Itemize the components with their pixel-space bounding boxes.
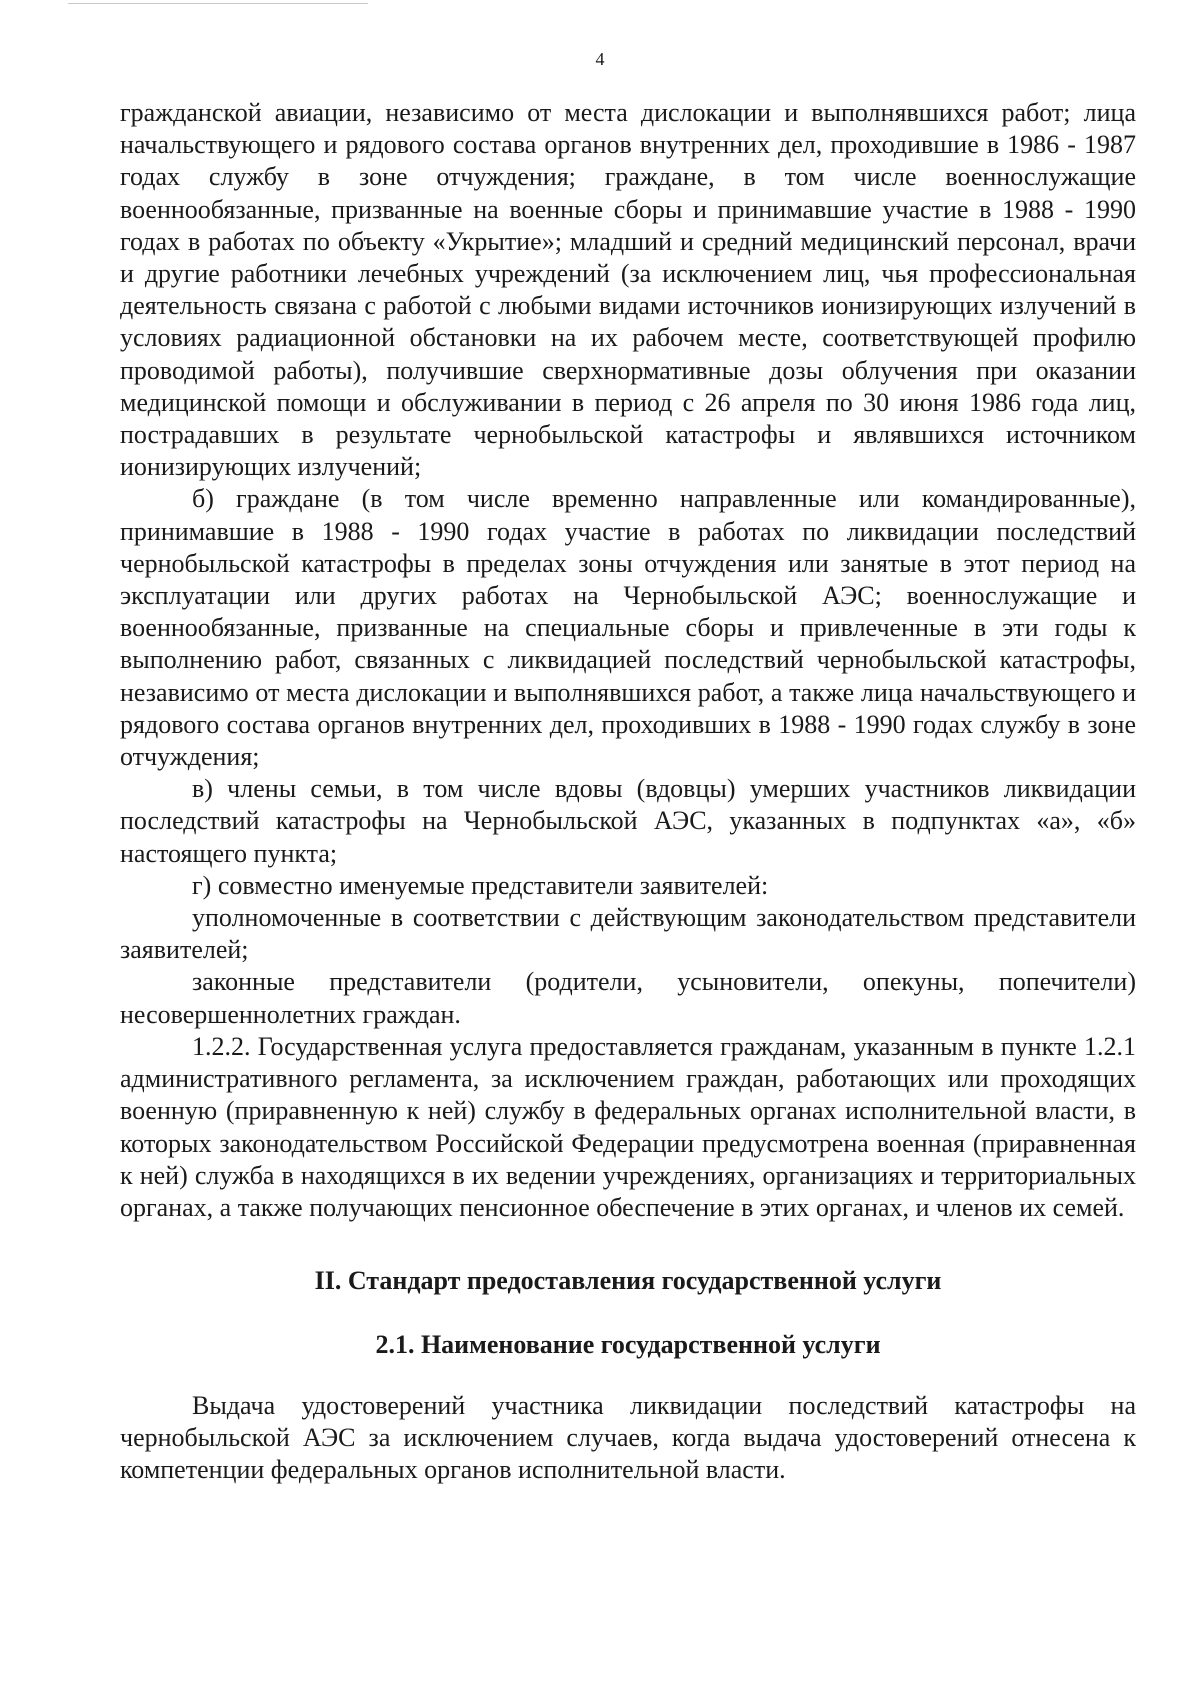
paragraph-item-g: г) совместно именуемые представители заявителей:	[192, 870, 769, 900]
subsection-heading: 2.1. Наименование государственной услуги	[375, 1330, 881, 1359]
paragraph-continuation: гражданской авиации, независимо от места дислокации и выполнявшихся работ; лица начальствующего и рядового состава органов внутренних дел, проходившие в 1986 - 1987 годах службу в зоне отчуждения; граждане, в том числе военнослужащие военнообязанные, призванные на военные сборы и принимавшие участие в 1988 - 1990 годах в работах по объекту «Укрытие»; младший и средний медицинский персонал, врачи и другие работники лечебных учреждений (за исключением лиц, чья профессиональная деятельность связана с работой с любыми видами источников ионизирующих излучений в условиях радиационной обстановки на их рабочем месте, соответствующей профилю проводимой работы), получившие сверхнормативные дозы облучения при оказании медицинской помощи и обслуживании в период с 26 апреля по 30 июня 1986 года лиц, пострадавших в результате чернобыльской катастрофы и являвшихся источником ионизирующих излучений;	[120, 98, 1136, 482]
paragraph-1-2-2: 1.2.2. Государственная услуга предоставляется гражданам, указанным в пункте 1.2.1 административного регламента, за исключением граждан, работающих или проходящих военную (приравненную к ней) службу в федеральных органах исполнительной власти, в которых законодательством Российской Федерации предусмотрена военная (приравненная к ней) служба в находящихся в их ведении учреждениях, организациях и территориальных органах, а также получающих пенсионное обеспечение в этих органах, и членов их семей.	[120, 1031, 1136, 1222]
paragraph-item-b: б) граждане (в том числе временно направленные или командированные), принимавшие в 1988 - 1990 годах участие в работах по ликвидации последствий чернобыльской катастрофы в пределах зоны отчуждения или занятые в этот период на эксплуатации или других работах на Чернобыльской АЭС; военнослужащие и военнообязанные, призванные на специальные сборы и привлеченные в эти годы к выполнению работ, связанных с ликвидацией последствий чернобыльской катастрофы, независимо от места дислокации и выполнявшихся работ, а также лица начальствующего и рядового состава органов внутренних дел, проходивших в 1988 - 1990 годах службу в зоне отчуждения;	[120, 484, 1136, 772]
body-text	[120, 97, 1136, 1224]
paragraph-service-name: Выдача удостоверений участника ликвидации последствий катастрофы на чернобыльской АЭС за исключением случаев, когда выдача удостоверений отнесена к компетенции федеральных органов исполнительной власти.	[120, 1391, 1136, 1485]
paragraph-authorized-representatives: уполномоченные в соответствии с действующим законодательством представители заявителей;	[120, 903, 1136, 965]
section-heading: II. Стандарт предоставления государственной услуги	[314, 1266, 942, 1295]
paragraph-item-v: в) члены семьи, в том числе вдовы (вдовцы) умерших участников ликвидации последствий катастрофы на Чернобыльской АЭС, указанных в подпунктах «а», «б» настоящего пункта;	[120, 774, 1136, 868]
scan-artifact-line	[68, 3, 368, 4]
paragraph-legal-representatives: законные представители (родители, усыновители, опекуны, попечители) несовершеннолетних граждан.	[120, 967, 1136, 1029]
page-number: 4	[595, 49, 605, 69]
